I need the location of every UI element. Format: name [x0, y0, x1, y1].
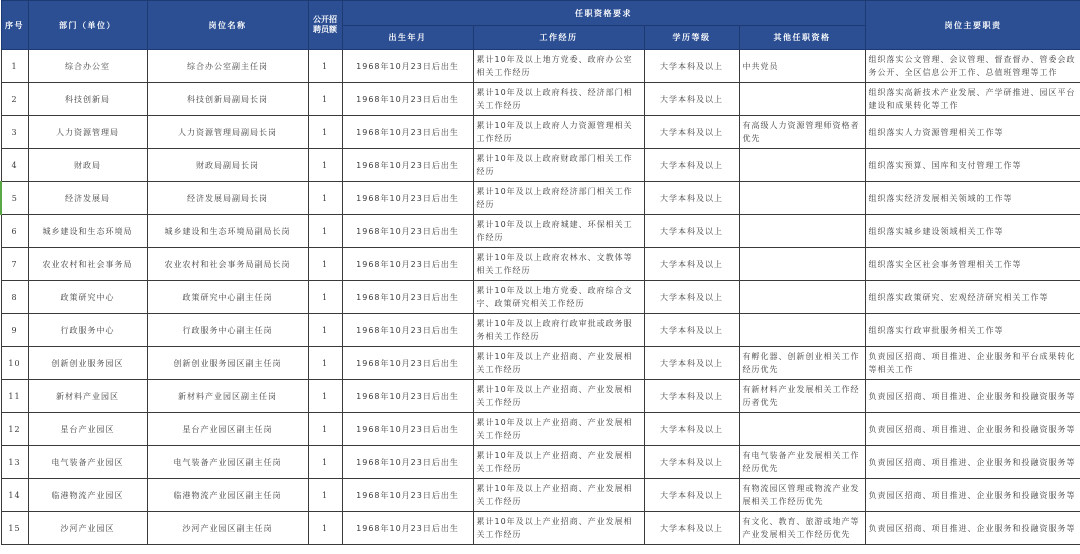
cell-duties: 负责园区招商、项目推进、企业服务和投融资服务等 [865, 380, 1080, 413]
cell-other [739, 149, 865, 182]
cell-birth: 1968年10月23日后出生 [342, 215, 473, 248]
cell-other [739, 314, 865, 347]
cell-duties: 组织落实城乡建设领域相关工作等 [865, 215, 1080, 248]
table-row [1, 149, 1080, 182]
cell-experience: 累计10年及以上政府城建、环保相关工作经历 [473, 215, 644, 248]
cell-birth: 1968年10月23日后出生 [342, 479, 473, 512]
cell-department: 沙河产业园区 [28, 512, 147, 545]
cell-quota: 1 [308, 83, 342, 116]
cell-experience: 累计10年及以上政府财政部门相关工作经历 [473, 149, 644, 182]
cell-seq: 13 [1, 446, 28, 479]
table-row [1, 479, 1080, 512]
cell-department: 星台产业园区 [28, 413, 147, 446]
header-other-qualifications: 其他任职资格 [739, 26, 865, 50]
cell-birth: 1968年10月23日后出生 [342, 50, 473, 83]
cell-birth: 1968年10月23日后出生 [342, 314, 473, 347]
cell-department: 创新创业服务园区 [28, 347, 147, 380]
table-row [1, 83, 1080, 116]
cell-experience: 累计10年及以上地方党委、政府综合文字、政策研究相关工作经历 [473, 281, 644, 314]
cell-experience: 累计10年及以上政府行政审批或政务服务相关工作经历 [473, 314, 644, 347]
cell-experience: 累计10年及以上地方党委、政府办公室相关工作经历 [473, 50, 644, 83]
cell-seq: 3 [1, 116, 28, 149]
cell-department: 综合办公室 [28, 50, 147, 83]
cell-position: 政策研究中心副主任岗 [147, 281, 308, 314]
cell-seq: 10 [1, 347, 28, 380]
cell-department: 行政服务中心 [28, 314, 147, 347]
cell-education: 大学本科及以上 [644, 50, 739, 83]
cell-quota: 1 [308, 116, 342, 149]
cell-other: 有文化、教育、旅游或地产等产业发展相关工作经历优先 [739, 512, 865, 545]
cell-duties: 组织落实政策研究、宏观经济研究相关工作等 [865, 281, 1080, 314]
cell-department: 人力资源管理局 [28, 116, 147, 149]
cell-quota: 1 [308, 380, 342, 413]
cell-quota: 1 [308, 446, 342, 479]
cell-birth: 1968年10月23日后出生 [342, 182, 473, 215]
cell-birth: 1968年10月23日后出生 [342, 149, 473, 182]
table-row [1, 248, 1080, 281]
cell-department: 政策研究中心 [28, 281, 147, 314]
cell-experience: 累计10年及以上产业招商、产业发展相关工作经历 [473, 479, 644, 512]
header-duties: 岗位主要职责 [865, 1, 1080, 50]
cell-quota: 1 [308, 149, 342, 182]
header-department: 部门（单位） [28, 1, 147, 50]
cell-education: 大学本科及以上 [644, 116, 739, 149]
cell-seq: 5 [1, 182, 28, 215]
cell-position: 科技创新局副局长岗 [147, 83, 308, 116]
cell-education: 大学本科及以上 [644, 83, 739, 116]
cell-education: 大学本科及以上 [644, 413, 739, 446]
table-row [1, 512, 1080, 545]
cell-experience: 累计10年及以上政府科技、经济部门相关工作经历 [473, 83, 644, 116]
cell-duties: 负责园区招商、项目推进、企业服务和投融资服务等 [865, 413, 1080, 446]
cell-experience: 累计10年及以上政府农林水、文教体等相关工作经历 [473, 248, 644, 281]
cell-department: 临港物流产业园区 [28, 479, 147, 512]
cell-other: 有物流园区管理或物流产业发展相关工作经历优先 [739, 479, 865, 512]
cell-seq: 8 [1, 281, 28, 314]
cell-quota: 1 [308, 512, 342, 545]
cell-other: 有新材料产业发展相关工作经历者优先 [739, 380, 865, 413]
cell-position: 创新创业服务园区副主任岗 [147, 347, 308, 380]
cell-seq: 4 [1, 149, 28, 182]
cell-other [739, 215, 865, 248]
cell-quota: 1 [308, 182, 342, 215]
cell-position: 星台产业园区副主任岗 [147, 413, 308, 446]
table-row [1, 347, 1080, 380]
cell-position: 电气装备产业园区副主任岗 [147, 446, 308, 479]
cell-birth: 1968年10月23日后出生 [342, 248, 473, 281]
cell-quota: 1 [308, 413, 342, 446]
cell-other [739, 182, 865, 215]
cell-position: 临港物流产业园区副主任岗 [147, 479, 308, 512]
cell-quota: 1 [308, 347, 342, 380]
cell-position: 行政服务中心副主任岗 [147, 314, 308, 347]
cell-education: 大学本科及以上 [644, 149, 739, 182]
header-position: 岗位名称 [147, 1, 308, 50]
cell-birth: 1968年10月23日后出生 [342, 347, 473, 380]
cell-department: 电气装备产业园区 [28, 446, 147, 479]
cell-seq: 1 [1, 50, 28, 83]
cell-seq: 12 [1, 413, 28, 446]
table-row [1, 380, 1080, 413]
cell-education: 大学本科及以上 [644, 347, 739, 380]
cell-duties: 组织落实人力资源管理相关工作等 [865, 116, 1080, 149]
cell-experience: 累计10年及以上产业招商、产业发展相关工作经历 [473, 413, 644, 446]
cell-quota: 1 [308, 479, 342, 512]
cell-quota: 1 [308, 314, 342, 347]
cell-education: 大学本科及以上 [644, 512, 739, 545]
cell-seq: 2 [1, 83, 28, 116]
cell-experience: 累计10年及以上政府人力资源管理相关工作经历 [473, 116, 644, 149]
cell-experience: 累计10年及以上产业招商、产业发展相关工作经历 [473, 347, 644, 380]
table-header [1, 1, 1080, 50]
cell-education: 大学本科及以上 [644, 281, 739, 314]
table-row [1, 50, 1080, 83]
cell-birth: 1968年10月23日后出生 [342, 116, 473, 149]
cell-education: 大学本科及以上 [644, 314, 739, 347]
cell-education: 大学本科及以上 [644, 380, 739, 413]
table-row [1, 215, 1080, 248]
cell-other: 有电气装备产业发展相关工作经历优先 [739, 446, 865, 479]
header-requirements-group: 任职资格要求 [342, 1, 865, 26]
table-row [1, 281, 1080, 314]
cell-department: 农业农村和社会事务局 [28, 248, 147, 281]
cell-department: 新材料产业园区 [28, 380, 147, 413]
header-quota: 公开招聘员额 [308, 1, 342, 50]
cell-quota: 1 [308, 215, 342, 248]
cell-seq: 6 [1, 215, 28, 248]
cell-department: 科技创新局 [28, 83, 147, 116]
cell-position: 经济发展局副局长岗 [147, 182, 308, 215]
header-experience: 工作经历 [473, 26, 644, 50]
cell-duties: 负责园区招商、项目推进、企业服务和平台成果转化等相关工作 [865, 347, 1080, 380]
cell-department: 经济发展局 [28, 182, 147, 215]
cell-other: 中共党员 [739, 50, 865, 83]
cell-experience: 累计10年及以上产业招商、产业发展相关工作经历 [473, 380, 644, 413]
cell-experience: 累计10年及以上产业招商、产业发展相关工作经历 [473, 446, 644, 479]
header-birth: 出生年月 [342, 26, 473, 50]
cell-quota: 1 [308, 248, 342, 281]
cell-birth: 1968年10月23日后出生 [342, 413, 473, 446]
cell-seq: 7 [1, 248, 28, 281]
cell-education: 大学本科及以上 [644, 446, 739, 479]
cell-education: 大学本科及以上 [644, 182, 739, 215]
cell-duties: 组织落实行政审批服务相关工作等 [865, 314, 1080, 347]
cell-quota: 1 [308, 50, 342, 83]
cell-other [739, 281, 865, 314]
cell-birth: 1968年10月23日后出生 [342, 446, 473, 479]
table-row [1, 116, 1080, 149]
cell-duties: 负责园区招商、项目推进、企业服务和投融资服务等 [865, 446, 1080, 479]
table-row [1, 446, 1080, 479]
cell-birth: 1968年10月23日后出生 [342, 380, 473, 413]
cell-position: 新材料产业园区副主任岗 [147, 380, 308, 413]
cell-seq: 14 [1, 479, 28, 512]
cell-department: 财政局 [28, 149, 147, 182]
cell-other: 有高级人力资源管理师资格者优先 [739, 116, 865, 149]
cell-seq: 15 [1, 512, 28, 545]
cell-position: 人力资源管理局副局长岗 [147, 116, 308, 149]
cell-position: 综合办公室副主任岗 [147, 50, 308, 83]
cell-position: 农业农村和社会事务局副局长岗 [147, 248, 308, 281]
cell-experience: 累计10年及以上政府经济部门相关工作经历 [473, 182, 644, 215]
table-row [1, 413, 1080, 446]
cell-other [739, 248, 865, 281]
cell-duties: 组织落实公文管理、会议管理、督查督办、管委会政务公开、全区信息公开工作、总值班管理等工作 [865, 50, 1080, 83]
cell-department: 城乡建设和生态环境局 [28, 215, 147, 248]
table-row [1, 314, 1080, 347]
header-education: 学历等级 [644, 26, 739, 50]
cell-position: 城乡建设和生态环境局副局长岗 [147, 215, 308, 248]
cell-seq: 11 [1, 380, 28, 413]
table-body [1, 50, 1080, 545]
header-seq: 序号 [1, 1, 28, 50]
cell-duties: 组织落实全区社会事务管理相关工作等 [865, 248, 1080, 281]
cell-education: 大学本科及以上 [644, 215, 739, 248]
cell-birth: 1968年10月23日后出生 [342, 512, 473, 545]
table-row [1, 182, 1080, 215]
cell-other [739, 83, 865, 116]
cell-duties: 组织落实预算、国库和支付管理工作等 [865, 149, 1080, 182]
cell-position: 沙河产业园区副主任岗 [147, 512, 308, 545]
cell-education: 大学本科及以上 [644, 479, 739, 512]
cell-duties: 负责园区招商、项目推进、企业服务和投融资服务等 [865, 512, 1080, 545]
cell-quota: 1 [308, 281, 342, 314]
cell-experience: 累计10年及以上产业招商、产业发展相关工作经历 [473, 512, 644, 545]
cell-duties: 组织落实经济发展相关领域的工作等 [865, 182, 1080, 215]
cell-other: 有孵化器、创新创业相关工作经历优先 [739, 347, 865, 380]
cell-position: 财政局副局长岗 [147, 149, 308, 182]
cell-birth: 1968年10月23日后出生 [342, 281, 473, 314]
cell-duties: 负责园区招商、项目推进、企业服务和投融资服务等 [865, 479, 1080, 512]
cell-other [739, 413, 865, 446]
cell-birth: 1968年10月23日后出生 [342, 83, 473, 116]
cell-education: 大学本科及以上 [644, 248, 739, 281]
cell-duties: 组织落实高新技术产业发展、产学研推进、园区平台建设和成果转化等工作 [865, 83, 1080, 116]
cell-seq: 9 [1, 314, 28, 347]
